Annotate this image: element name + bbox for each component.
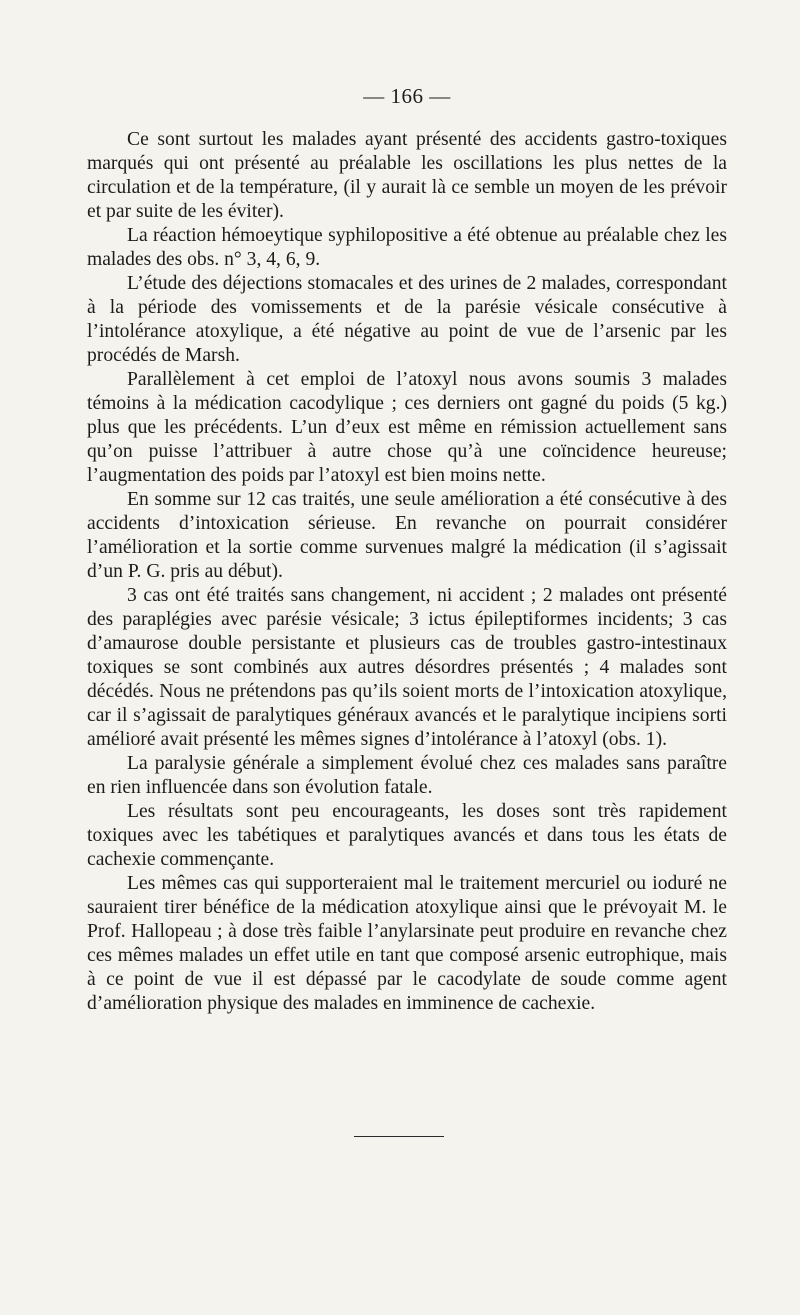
paragraph-3: L’étude des déjections stomacales et des urines de 2 malades, correspondant à la période des vomissements et de la parésie vésicale consécutive à l’intolérance atoxylique, a été négative au point de vue de l’arsenic par les procédés de Marsh. — [87, 273, 727, 366]
paragraph-1: Ce sont surtout les malades ayant présenté des accidents gastro-toxiques marqués qui ont présenté au préalable les oscillations les plus nettes de la circulation et de la température, (il y aurait là ce semble un moyen de les prévoir et par suite de les éviter). — [87, 129, 727, 222]
paragraph-7: La paralysie générale a simplement évolué chez ces malades sans paraître en rien influencée dans son évolution fatale. — [87, 753, 727, 798]
paragraph-2: La réaction hémoeytique syphilopositive a été obtenue au préalable chez les malades des obs. n° 3, 4, 6, 9. — [87, 225, 727, 270]
paragraph-9: Les mêmes cas qui supporteraient mal le traitement mercuriel ou ioduré ne sauraient tirer bénéfice de la médication atoxylique ainsi que le prévoyait M. le Prof. Hallopeau ; à dose très faible l’anylarsinate peut produire en revanche chez ces mêmes malades un effet utile en tant que composé arsenic eutrophique, mais à ce point de vue il est dépassé par le cacodylate de soude comme agent d’amélioration physique des malades en imminence de cachexie. — [87, 873, 727, 1014]
page-number: — 166 — — [363, 84, 451, 108]
paragraph-5: En somme sur 12 cas traités, une seule amélioration a été consécutive à des accidents d’intoxication sérieuse. En revanche on pourrait considérer l’amélioration et la sortie comme survenues malgré la médication (il s’agissait d’un P. G. pris au début). — [87, 489, 727, 582]
paragraph-6: 3 cas ont été traités sans changement, ni accident ; 2 malades ont présenté des paraplégies avec parésie vésicale; 3 ictus épileptiformes incidents; 3 cas d’amaurose double persistante et plusieurs cas de troubles gastro-intestinaux toxiques se sont combinés aux autres désordres présentés ; 4 malades sont décédés. Nous ne prétendons pas qu’ils soient morts de l’intoxication atoxylique, car il s’agissait de paralytiques généraux avancés et le paralytique incipiens sorti amélioré avait présenté les mêmes signes d’intolérance à l’atoxyl (obs. 1). — [87, 585, 727, 750]
body-text — [87, 128, 727, 1016]
paragraph-4: Parallèlement à cet emploi de l’atoxyl nous avons soumis 3 malades témoins à la médication cacodylique ; ces derniers ont gagné du poids (5 kg.) plus que les précédents. L’un d’eux est même en rémission actuellement sans qu’on puisse l’attribuer à autre chose qu’à une coïncidence heureuse; l’augmentation des poids par l’atoxyl est bien moins nette. — [87, 369, 727, 486]
end-rule-divider — [354, 1136, 444, 1137]
paragraph-8: Les résultats sont peu encourageants, les doses sont très rapidement toxiques avec les tabétiques et paralytiques avancés et dans tous les états de cachexie commençante. — [87, 801, 727, 870]
document-page — [87, 0, 727, 1315]
